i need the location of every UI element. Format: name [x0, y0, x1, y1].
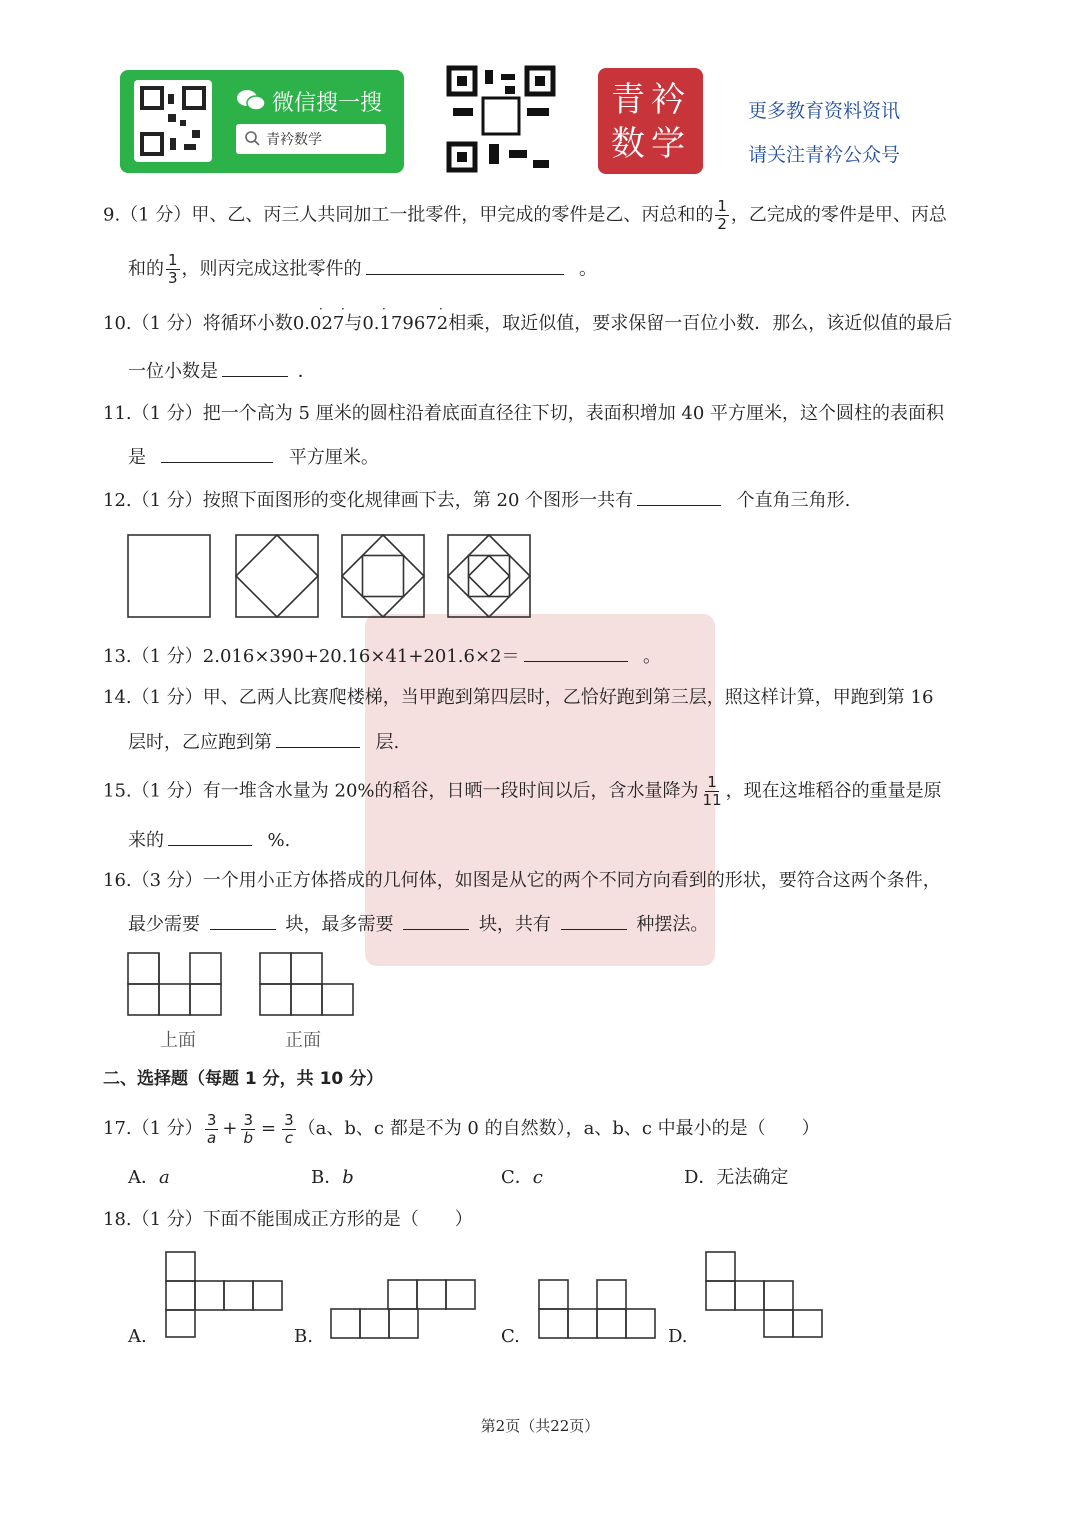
q17-option-b[interactable]: B．b: [311, 1167, 354, 1188]
search-icon: [244, 130, 260, 150]
q16-max-blank[interactable]: [403, 911, 469, 930]
wechat-logo-icon: [236, 88, 266, 112]
q17-fraction-a: $\frac{3}{a}$: [206, 1110, 217, 1147]
q13-answer-blank[interactable]: [524, 643, 628, 662]
seal-text: 青衿数学: [611, 80, 691, 164]
q11-answer-blank[interactable]: [161, 444, 273, 463]
q16-view-front: [258, 951, 356, 1017]
question-18: 18.（1 分）下面不能围成正方形的是（ ）: [103, 1209, 473, 1230]
section-2-title: 二、选择题（每题 1 分，共 10 分）: [103, 1069, 384, 1089]
wechat-search-label: 微信搜一搜: [272, 91, 383, 116]
repeating-dot-icon: ·: [382, 302, 386, 316]
q18-option-a[interactable]: A.: [128, 1326, 147, 1347]
q16-count-blank[interactable]: [561, 911, 627, 930]
view-top-label: 上面: [160, 1030, 196, 1051]
question-10: 10.（1 分）将循环小数0.027与0.179672相乘，取近似值，要求保留一百位小数．那么，该近似值的最后: [103, 313, 953, 334]
q18-net-c: [537, 1278, 657, 1340]
question-14-line2: 层时，乙应跑到第 层.: [128, 729, 399, 755]
question-11-line2: 是 平方厘米。: [128, 444, 379, 470]
question-13: 13.（1 分）2.016×390+20.16×41+201.6×2＝ 。: [103, 643, 661, 669]
question-12: 12.（1 分）按照下面图形的变化规律画下去，第 20 个图形一共有 个直角三角形.: [103, 487, 850, 513]
q17-option-a[interactable]: A．a: [128, 1167, 170, 1188]
q15-fraction: $\frac{1}{11}$: [702, 773, 722, 809]
search-text: 青衿数学: [266, 132, 322, 148]
pattern-figure-2: [236, 535, 318, 617]
q17-fraction-b: $\frac{3}{b}$: [243, 1110, 253, 1147]
search-box[interactable]: [236, 124, 386, 154]
pattern-figure-3: [342, 535, 424, 617]
question-9-line2: 和的 $\frac{1}{3}$ ，则丙完成这批零件的 。: [128, 251, 597, 287]
q9-fraction-1: $\frac{1}{2}$: [717, 197, 727, 233]
question-9: 9.（1 分）甲、乙、丙三人共同加工一批零件，甲完成的零件是乙、丙总和的 $\frac{1}{2}$ ，乙完成的零件是甲、丙总: [103, 197, 947, 233]
q10-answer-blank[interactable]: [222, 358, 288, 377]
question-16: 16.（3 分）一个用小正方体搭成的几何体，如图是从它的两个不同方向看到的形状，要符合这两个条件，: [103, 870, 941, 891]
repeating-dot-icon: ·: [439, 302, 443, 316]
q16-min-blank[interactable]: [210, 911, 276, 930]
qr-code-small: [134, 80, 212, 162]
repeating-dot-icon: ·: [341, 302, 345, 316]
question-15: 15.（1 分）有一堆含水量为 20%的稻谷，日晒一段时间以后，含水量降为 $\frac{1}{11}$ ，现在这堆稻谷的重量是原: [103, 773, 942, 809]
q18-net-a: [164, 1250, 284, 1340]
promo-line-2: 请关注青衿公众号: [748, 144, 901, 166]
promo-line-1: 更多教育资料资讯: [748, 100, 901, 122]
wechat-search-banner[interactable]: [120, 70, 404, 173]
qr-pattern-icon: [134, 80, 212, 162]
q15-answer-blank[interactable]: [168, 827, 252, 846]
brand-seal: [598, 68, 703, 174]
question-10-line2: 一位小数是 ．: [128, 358, 316, 384]
q9-fraction-2: $\frac{1}{3}$: [168, 251, 178, 287]
pattern-figure-4: [448, 535, 530, 617]
q12-answer-blank[interactable]: [637, 487, 721, 506]
q18-option-b[interactable]: B.: [294, 1326, 313, 1347]
repeating-decimal-2: 0.179672: [362, 313, 449, 334]
question-16-line2: 最少需要 块，最多需要 块，共有 种摆法。: [128, 911, 708, 937]
q14-answer-blank[interactable]: [276, 729, 360, 748]
question-15-line2: 来的 %.: [128, 827, 290, 853]
question-14: 14.（1 分）甲、乙两人比赛爬楼梯，当甲跑到第四层时，乙恰好跑到第三层，照这样计算，甲跑到第 16: [103, 687, 934, 708]
page-number: 第2页（共22页）: [480, 1417, 600, 1435]
q17-fraction-c: $\frac{3}{c}$: [284, 1110, 294, 1147]
repeating-decimal-1: 0.027: [292, 313, 345, 334]
qr-code-large: [445, 64, 557, 174]
q18-option-d[interactable]: D.: [668, 1326, 688, 1347]
repeating-dot-icon: ·: [319, 302, 323, 316]
view-front-label: 正面: [285, 1030, 321, 1051]
q17-option-c[interactable]: C．c: [501, 1167, 543, 1188]
pattern-figure-1: [128, 535, 210, 617]
question-17: 17.（1 分） $\frac{3}{a}$ + $\frac{3}{b}$ = $\frac{3}{c}$ （a、b、c 都是不为 0 的自然数），a、b、c 中最小的是（ ）: [103, 1110, 820, 1147]
q18-net-d: [704, 1250, 824, 1340]
q16-view-top: [126, 951, 224, 1017]
q18-option-c[interactable]: C.: [501, 1326, 520, 1347]
q18-net-b: [329, 1278, 477, 1340]
q9-text: 9.（1 分）甲、乙、丙三人共同加工一批零件，甲完成的零件是乙、丙总和的: [103, 204, 714, 226]
q12-pattern-figures: [126, 533, 532, 619]
question-11: 11.（1 分）把一个高为 5 厘米的圆柱沿着底面直径往下切，表面积增加 40 平方厘米，这个圆柱的表面积: [103, 403, 945, 424]
q17-option-d[interactable]: D．无法确定: [684, 1167, 789, 1188]
q9-answer-blank[interactable]: [366, 256, 564, 275]
